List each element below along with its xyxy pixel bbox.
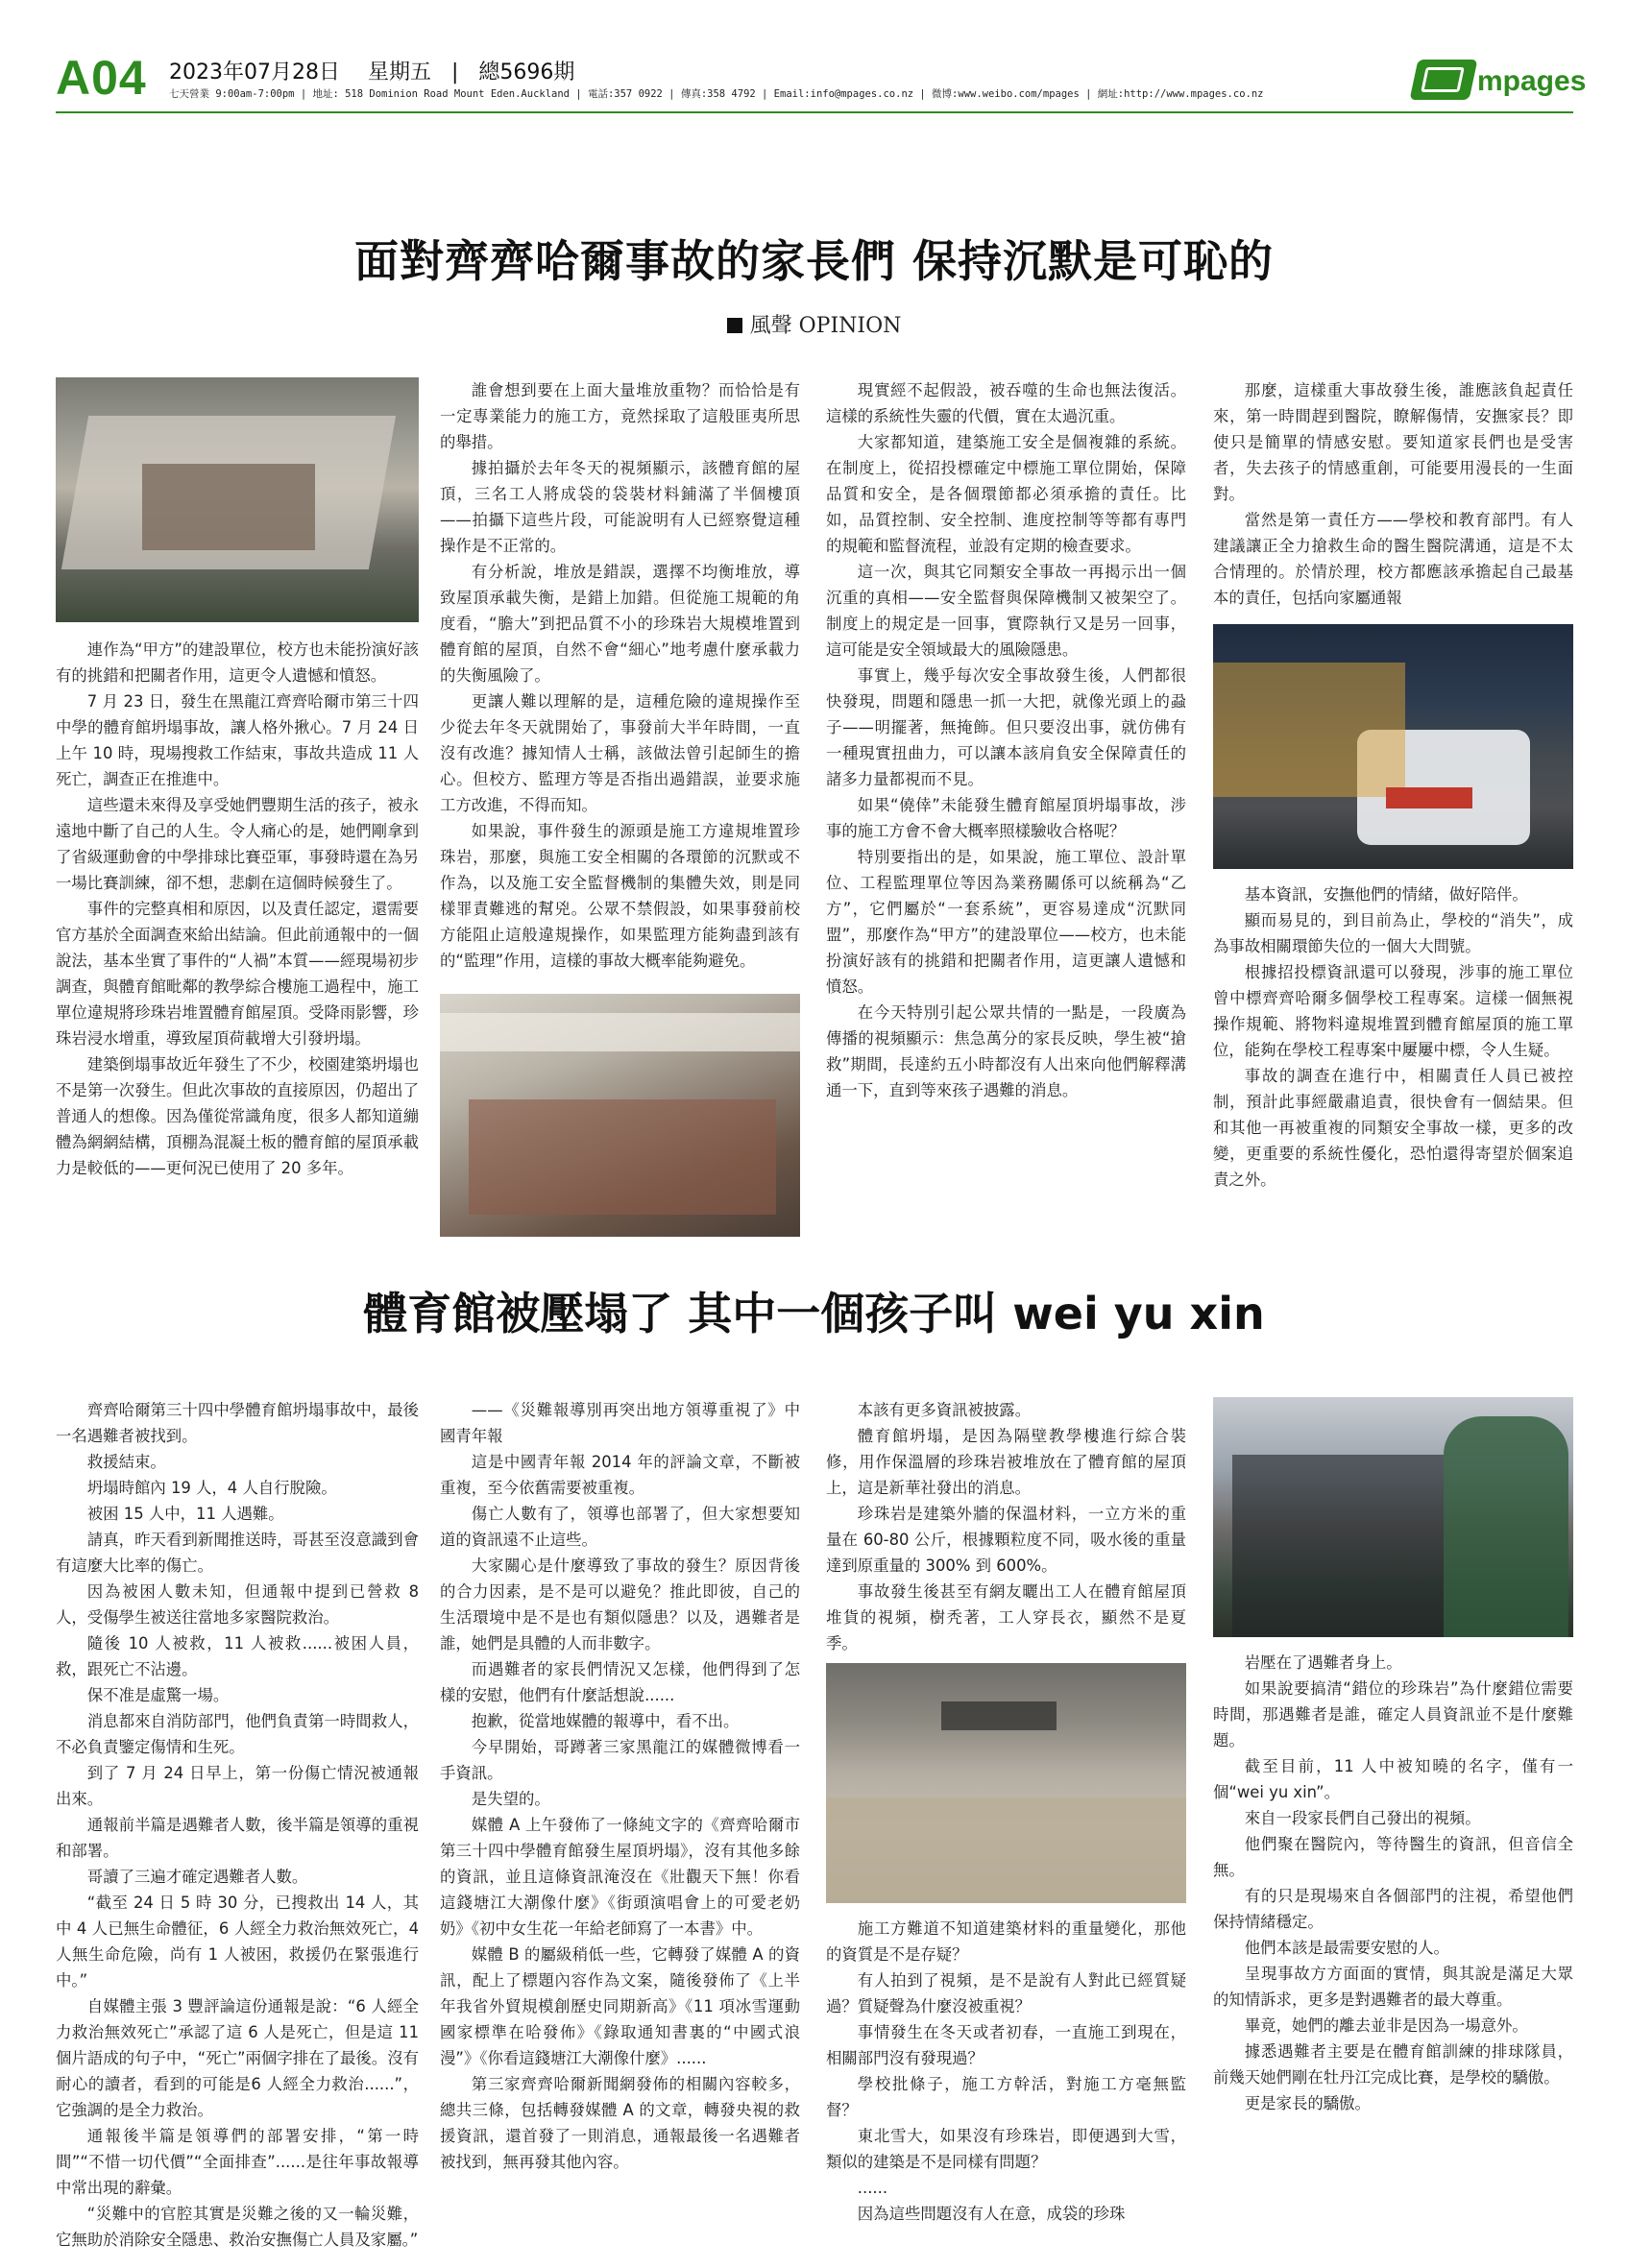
mpages-logo[interactable] [1414, 60, 1587, 106]
paragraph: 事件的完整真相和原因，以及責任認定，還需要官方基於全面調查來給出結論。但此前通報中的一個說法，基本坐實了事件的“人禍”本質——經現場初步調查，與體育館毗鄰的教學綜合樓施工過程中，施工單位違規將珍珠岩堆置體育館屋頂。受降雨影響，珍珠岩浸水增重，導致屋頂荷載增大引發坍塌。 [56, 900, 419, 1048]
contact-info: 七天營業 9:00am-7:00pm | 地址: 518 Dominion Road Mount Eden.Auckland | 電話:357 0922 | 傳真:358 4792 | Email:info@mpages.co.nz | 微博:www.weibo.com/mpages | 網址:http://www.mpages.co.nz [169, 88, 1264, 100]
ambulance-rescue-night-photo [1213, 624, 1573, 869]
article1-column-4a [1213, 377, 1573, 613]
article2-title: 體育館被壓塌了 其中一個孩子叫 wei yu xin [363, 1288, 1265, 1339]
paragraph: 如果說要搞清“錯位的珍珠岩”為什麼錯位需要時間，那遇難者是誰，確定人員資訊並不是什麼難題。 [1213, 1679, 1573, 1749]
paragraph: 事故發生後甚至有網友曬出工人在體育館屋頂堆貨的視頻，樹秃著，工人穿長衣，顯然不是夏季。 [826, 1582, 1186, 1653]
paragraph: 建築倒塌事故近年發生了不少，校園建築坍塌也不是第一次發生。但此次事故的直接原因，仍超出了普通人的想像。因為僅從常識角度，很多人都知道繃體為網網結構，頂棚為混凝土板的體育館的屋頂承載力是較低的——更何況已使用了 20 多年。 [56, 1055, 419, 1177]
header-rule [56, 111, 1573, 113]
article2-column-3a [826, 1397, 1186, 1652]
paragraph: 岩壓在了遇難者身上。 [1244, 1653, 1402, 1672]
paragraph: 媒體 A 上午發佈了一條純文字的《齊齊哈爾市第三十四中學體育館發生屋頂坍塌》，沒有其他多餘的資訊，並且這條資訊淹沒在《壯觀天下無！你看這錢塘江大潮像什麼》《街頭演唱會上的可愛老奶奶》《初中女生花一年給老師寫了一本書》中。 [440, 1816, 800, 1938]
paragraph: 因為這些問題沒有人在意，成袋的珍珠 [857, 2205, 1126, 2223]
issue-number: 總5696期 [478, 60, 575, 84]
paragraph: 大家關心是什麼導致了事故的發生？原因背後的合力因素，是不是可以避免？推此即彼，自己的生活環境中是不是也有類似隱患？以及，遇難者是誰，她們是具體的人而非數字。 [440, 1556, 800, 1653]
article2-column-3b [826, 1916, 1186, 2223]
paragraph: 來自一段家長們自己發出的視頻。 [1244, 1809, 1481, 1827]
paragraph: 第三家齊齊哈爾新聞網發佈的相關內容較多，總共三條，包括轉發媒體 A 的文章，轉發央視的救援資訊，還首發了一則消息，通報最後一名遇難者被找到，無再發其他內容。 [440, 2075, 800, 2171]
parents-at-hospital-photo [1213, 1397, 1573, 1637]
paragraph: 是失望的。 [471, 1790, 550, 1808]
page-number: A04 [56, 51, 147, 105]
paragraph: 據悉遇難者主要是在體育館訓練的排球隊員，前幾天她們剛在牡丹江完成比賽，是學校的驕傲。 [1213, 2042, 1573, 2087]
paragraph: 基本資訊，安撫他們的情緒，做好陪伴。 [1244, 885, 1528, 904]
paragraph: ...... [857, 2179, 888, 2197]
paragraph: 有的只是現場來自各個部門的注視，希望他們保持情緒穩定。 [1213, 1887, 1573, 1931]
paragraph: 他們聚在醫院內，等待醫生的資訊，但音信全無。 [1213, 1835, 1573, 1879]
paragraph: 據拍攝於去年冬天的視頻顯示，該體育館的屋頂，三名工人將成袋的袋裝材料鋪滿了半個樓頂——拍攝下這些片段，可能說明有人已經察覺這種操作是不正常的。 [440, 459, 800, 555]
paragraph: 而遇難者的家長們情況又怎樣，他們得到了怎樣的安慰，他們有什麼話想說...... [440, 1660, 800, 1704]
paragraph: 坍塌時館內 19 人，4 人自行脫險。 [86, 1479, 337, 1497]
paragraph: “截至 24 日 5 時 30 分，已搜救出 14 人，其中 4 人已無生命體征，6 人經全力救治無效死亡，4 人無生命危險，尚有 1 人被困，救援仍在緊張進行中。” [56, 1894, 419, 1990]
article2-column-2 [440, 1397, 800, 2223]
paragraph: 哥讀了三遍才確定遇難者人數。 [86, 1868, 308, 1886]
paragraph: 請真，昨天看到新聞推送時，哥甚至沒意識到會有這麼大比率的傷亡。 [56, 1531, 419, 1575]
collapsed-gym-aerial-photo [56, 377, 419, 622]
paragraph: 今早開始，哥蹲著三家黑龍江的媒體微博看一手資訊。 [440, 1738, 800, 1782]
paragraph: 畢竟，她們的離去並非是因為一場意外。 [1244, 2016, 1528, 2035]
article2-column-4 [1213, 1650, 1573, 2223]
square-bullet-icon [727, 318, 742, 333]
paragraph: 那麼，這樣重大事故發生後，誰應該負起責任來，第一時間趕到醫院，瞭解傷情，安撫家長？即使只是簡單的情感安慰。要知道家長們也是受害者，失去孩子的情感重創，可能要用漫長的一生面對。 [1213, 381, 1573, 503]
paragraph: 如果“僥倖”未能發生體育館屋頂坍塌事故，涉事的施工方會不會大概率照樣驗收合格呢？ [826, 796, 1186, 840]
paragraph: 誰會想到要在上面大量堆放重物？而恰恰是有一定專業能力的施工方，竟然採取了這般匪夷所思的舉措。 [440, 381, 800, 451]
article2-column-1 [56, 1397, 419, 2249]
article1-byline [0, 309, 1628, 339]
paragraph: 施工方難道不知道建築材料的重量變化，那他的資質是不是存疑？ [826, 1919, 1186, 1964]
page-header [0, 0, 1628, 113]
paragraph: ——《災難報導別再突出地方領導重視了》中國青年報 [440, 1401, 800, 1445]
article1-column-2 [440, 377, 800, 982]
paragraph: 連作為“甲方”的建設單位，校方也未能扮演好該有的挑錯和把關者作用，這更令人遺憾和憤怒。 [56, 640, 419, 685]
paragraph: 有分析說，堆放是錯誤，選擇不均衡堆放，導致屋頂承載失衡，是錯上加錯。但從施工規範的角度看，“膽大”到把品質不小的珍珠岩大規模堆置到體育館的屋頂，自然不會“細心”地考慮什麼承載力的失衡風險了。 [440, 563, 800, 685]
paragraph: 隨後 10 人被救，11 人被救......被困人員，救，跟死亡不沾邊。 [56, 1634, 419, 1678]
byline-text: 風聲 OPINION [749, 314, 902, 338]
paragraph: 東北雪大，如果沒有珍珠岩，即便遇到大雪，類似的建築是不是同樣有問題？ [826, 2127, 1186, 2171]
paragraph: 事情發生在冬天或者初春，一直施工到現在，相關部門沒有發現過？ [826, 2023, 1186, 2067]
paragraph: 事故的調查在進行中，相關責任人員已被控制，預計此事經嚴肅追責，很快會有一個結果。但和其他一再被重複的同類安全事故一樣，更多的改變，更重要的系統性優化，恐怕還得寄望於個案追責之外。 [1213, 1067, 1573, 1189]
paragraph: 更讓人難以理解的是，這種危險的違規操作至少從去年冬天就開始了，事發前大半年時間，一直沒有改進？據知情人士稱，該做法曾引起師生的擔心。但校方、監理方等是否指出過錯誤，並要求施工方改進，不得而知。 [440, 692, 800, 814]
paragraph: 更是家長的驕傲。 [1244, 2094, 1371, 2112]
paragraph: 通報後半篇是領導們的部署安排，“第一時間”“不惜一切代價”“全面排查”......是往年事故報導中常出現的辭彙。 [56, 2127, 419, 2197]
paragraph: 這些還未來得及享受她們豐期生活的孩子，被永遠地中斷了自己的人生。令人痛心的是，她們剛拿到了省級運動會的中學排球比賽亞軍，事發時還在為另一場比賽訓練，卻不想，悲劇在這個時候發生了。 [56, 796, 419, 892]
paragraph: 到了 7 月 24 日早上，第一份傷亡情況被通報出來。 [56, 1764, 419, 1808]
paragraph: 抱歉，從當地媒體的報導中，看不出。 [471, 1712, 740, 1730]
paragraph: 截至目前，11 人中被知曉的名字，僅有一個“wei yu xin”。 [1213, 1757, 1573, 1801]
paragraph: 當然是第一責任方——學校和教育部門。有人建議讓正全力搶救生命的醫生醫院溝通，這是不太合情理的。於情於理，校方都應該承擔起自己最基本的責任，包括向家屬通報 [1213, 511, 1573, 607]
paragraph: 救援結束。 [86, 1453, 166, 1471]
paragraph: 大家都知道，建築施工安全是個複雜的系統。在制度上，從招投標確定中標施工單位開始，保障品質和安全，是各個環節都必須承擔的責任。比如，品質控制、安全控制、進度控制等等都有專門的規範和監督流程，並設有定期的檢查要求。 [826, 433, 1186, 555]
paragraph: 如果說，事件發生的源頭是施工方違規堆置珍珠岩，那麼，與施工安全相關的各環節的沉默或不作為，以及施工安全監督機制的集體失效，則是同樣罪責難逃的幫兇。公眾不禁假設，如果事發前校方能阻止這般違規操作，如果監理方能夠盡到該有的“監理”作用，這樣的事故大概率能夠避免。 [440, 822, 800, 970]
paragraph: 事實上，幾乎每次安全事故發生後，人們都很快發現，問題和隱患一抓一大把，就像光頭上的蝨子——明擺著，無掩飾。但只要沒出事，就仿佛有一種現實扭曲力，可以讓本該肩負安全保障責任的諸多力量都視而不見。 [826, 666, 1186, 788]
issue-line [169, 56, 574, 85]
paragraph: 他們本該是最需要安慰的人。 [1244, 1939, 1449, 1957]
paragraph: 因為被困人數未知，但通報中提到已營救 8 人，受傷學生被送往當地多家醫院救治。 [56, 1582, 419, 1627]
rooftop-material-bags-photo [826, 1663, 1186, 1903]
logo-mark-icon [1410, 60, 1478, 100]
paragraph: 7 月 23 日，發生在黑龍江齊齊哈爾市第三十四中學的體育館坍塌事故，讓人格外揪心。7 月 24 日上午 10 時，現場搜救工作結束，事故共造成 11 人死亡，調查正在推進中。 [56, 692, 419, 788]
logo-text: mpages [1477, 65, 1587, 97]
paragraph: 被困 15 人中，11 人遇難。 [86, 1505, 284, 1523]
issue-weekday: 星期五 [367, 60, 431, 84]
paragraph: 珍珠岩是建築外牆的保溫材料，一立方米的重量在 60-80 公斤，根據顆粒度不同，吸水後的重量達到原重量的 300% 到 600%。 [826, 1505, 1186, 1575]
paragraph: 學校批條子，施工方幹活，對施工方毫無監督？ [826, 2075, 1186, 2119]
paragraph: 這是中國青年報 2014 年的評論文章，不斷被重複，至今依舊需要被重複。 [440, 1453, 800, 1497]
paragraph: 在今天特別引起公眾共情的一點是，一段廣為傳播的視頻顯示：焦急萬分的家長反映，學生被“搶救”期間，長達約五小時都沒有人出來向他們解釋溝通一下，直到等來孩子遇難的消息。 [826, 1003, 1186, 1099]
paragraph: 齊齊哈爾第三十四中學體育館坍塌事故中，最後一名遇難者被找到。 [56, 1401, 419, 1445]
paragraph: 消息都來自消防部門，他們負責第一時間救人，不必負責鑒定傷情和生死。 [56, 1712, 419, 1756]
paragraph: 呈現事故方方面面的實情，與其說是滿足大眾的知情訴求，更多是對遇難者的最大尊重。 [1213, 1965, 1573, 2009]
paragraph: 顯而易見的，到目前為止，學校的“消失”，成為事故相關環節失位的一個大大問號。 [1213, 911, 1573, 955]
paragraph: 特別要指出的是，如果說，施工單位、設計單位、工程監理單位等因為業務關係可以統稱為“乙方”，它們屬於“一套系統”，更容易達成“沉默同盟”，那麼作為“甲方”的建設單位——校方，也未能扮演好該有的挑錯和把關者作用，這更讓人遺憾和憤怒。 [826, 848, 1186, 996]
paragraph: 媒體 B 的屬級稍低一些，它轉發了媒體 A 的資訊，配上了標題內容作為文案，隨後發佈了《上半年我省外貿規模創歷史同期新高》《11 項冰雪運動國家標準在哈發佈》《錄取通知書裏的“中國式浪漫”》《你看這錢塘江大潮像什麼》...... [440, 1945, 800, 2067]
article1-column-1 [56, 637, 419, 1203]
paragraph: 有人拍到了視頻，是不是說有人對此已經質疑過？質疑聲為什麼沒被重視？ [826, 1971, 1186, 2015]
article1-title: 面對齊齊哈爾事故的家長們 保持沉默是可恥的 [353, 235, 1274, 287]
paragraph: 自媒體主張 3 豐評論這份通報是說：“6 人經全力救治無效死亡”承認了這 6 人是死亡，但是這 11 個片語成的句子中，“死亡”兩個字排在了最後。沒有耐心的讀者，看到的可能是6 人經全力救治......”，它強調的是全力救治。 [56, 1997, 419, 2119]
paragraph: 保不准是虛驚一場。 [86, 1686, 230, 1704]
paragraph: 這一次，與其它同類安全事故一再揭示出一個沉重的真相——安全監督與保障機制又被架空了。制度上的規定是一回事，實際執行又是另一回事，這可能是安全領域最大的風險隱患。 [826, 563, 1186, 659]
paragraph: 根據招投標資訊還可以發現，涉事的施工單位曾中標齊齊哈爾多個學校工程專案。這樣一個無視操作規範、將物料違規堆置到體育館屋頂的施工單位，能夠在學校工程專案中屢屢中標，令人生疑。 [1213, 963, 1573, 1059]
paragraph: 本該有更多資訊被披露。 [857, 1401, 1032, 1419]
paragraph: 現實經不起假設，被吞噬的生命也無法復活。這樣的系統性失靈的代價，實在太過沉重。 [826, 381, 1186, 425]
paragraph: 體育館坍塌，是因為隔壁教學樓進行綜合裝修，用作保溫層的珍珠岩被堆放在了體育館的屋頂上，這是新華社發出的消息。 [826, 1427, 1186, 1497]
paragraph: “災難中的官腔其實是災難之後的又一輪災難，它無助於消除安全隱患、救治安撫傷亡人員及家屬。” [56, 2205, 419, 2249]
paragraph: 通報前半篇是遇難者人數，後半篇是領導的重視和部署。 [56, 1816, 419, 1860]
collapsed-roof-interior-photo [440, 994, 800, 1237]
issue-date: 2023年07月28日 [169, 60, 340, 84]
article1-column-3 [826, 377, 1186, 1203]
separator: | [451, 60, 459, 84]
paragraph: 傷亡人數有了，領導也部署了，但大家想要知道的資訊遠不止這些。 [440, 1505, 800, 1549]
article1-column-4b [1213, 881, 1573, 1203]
